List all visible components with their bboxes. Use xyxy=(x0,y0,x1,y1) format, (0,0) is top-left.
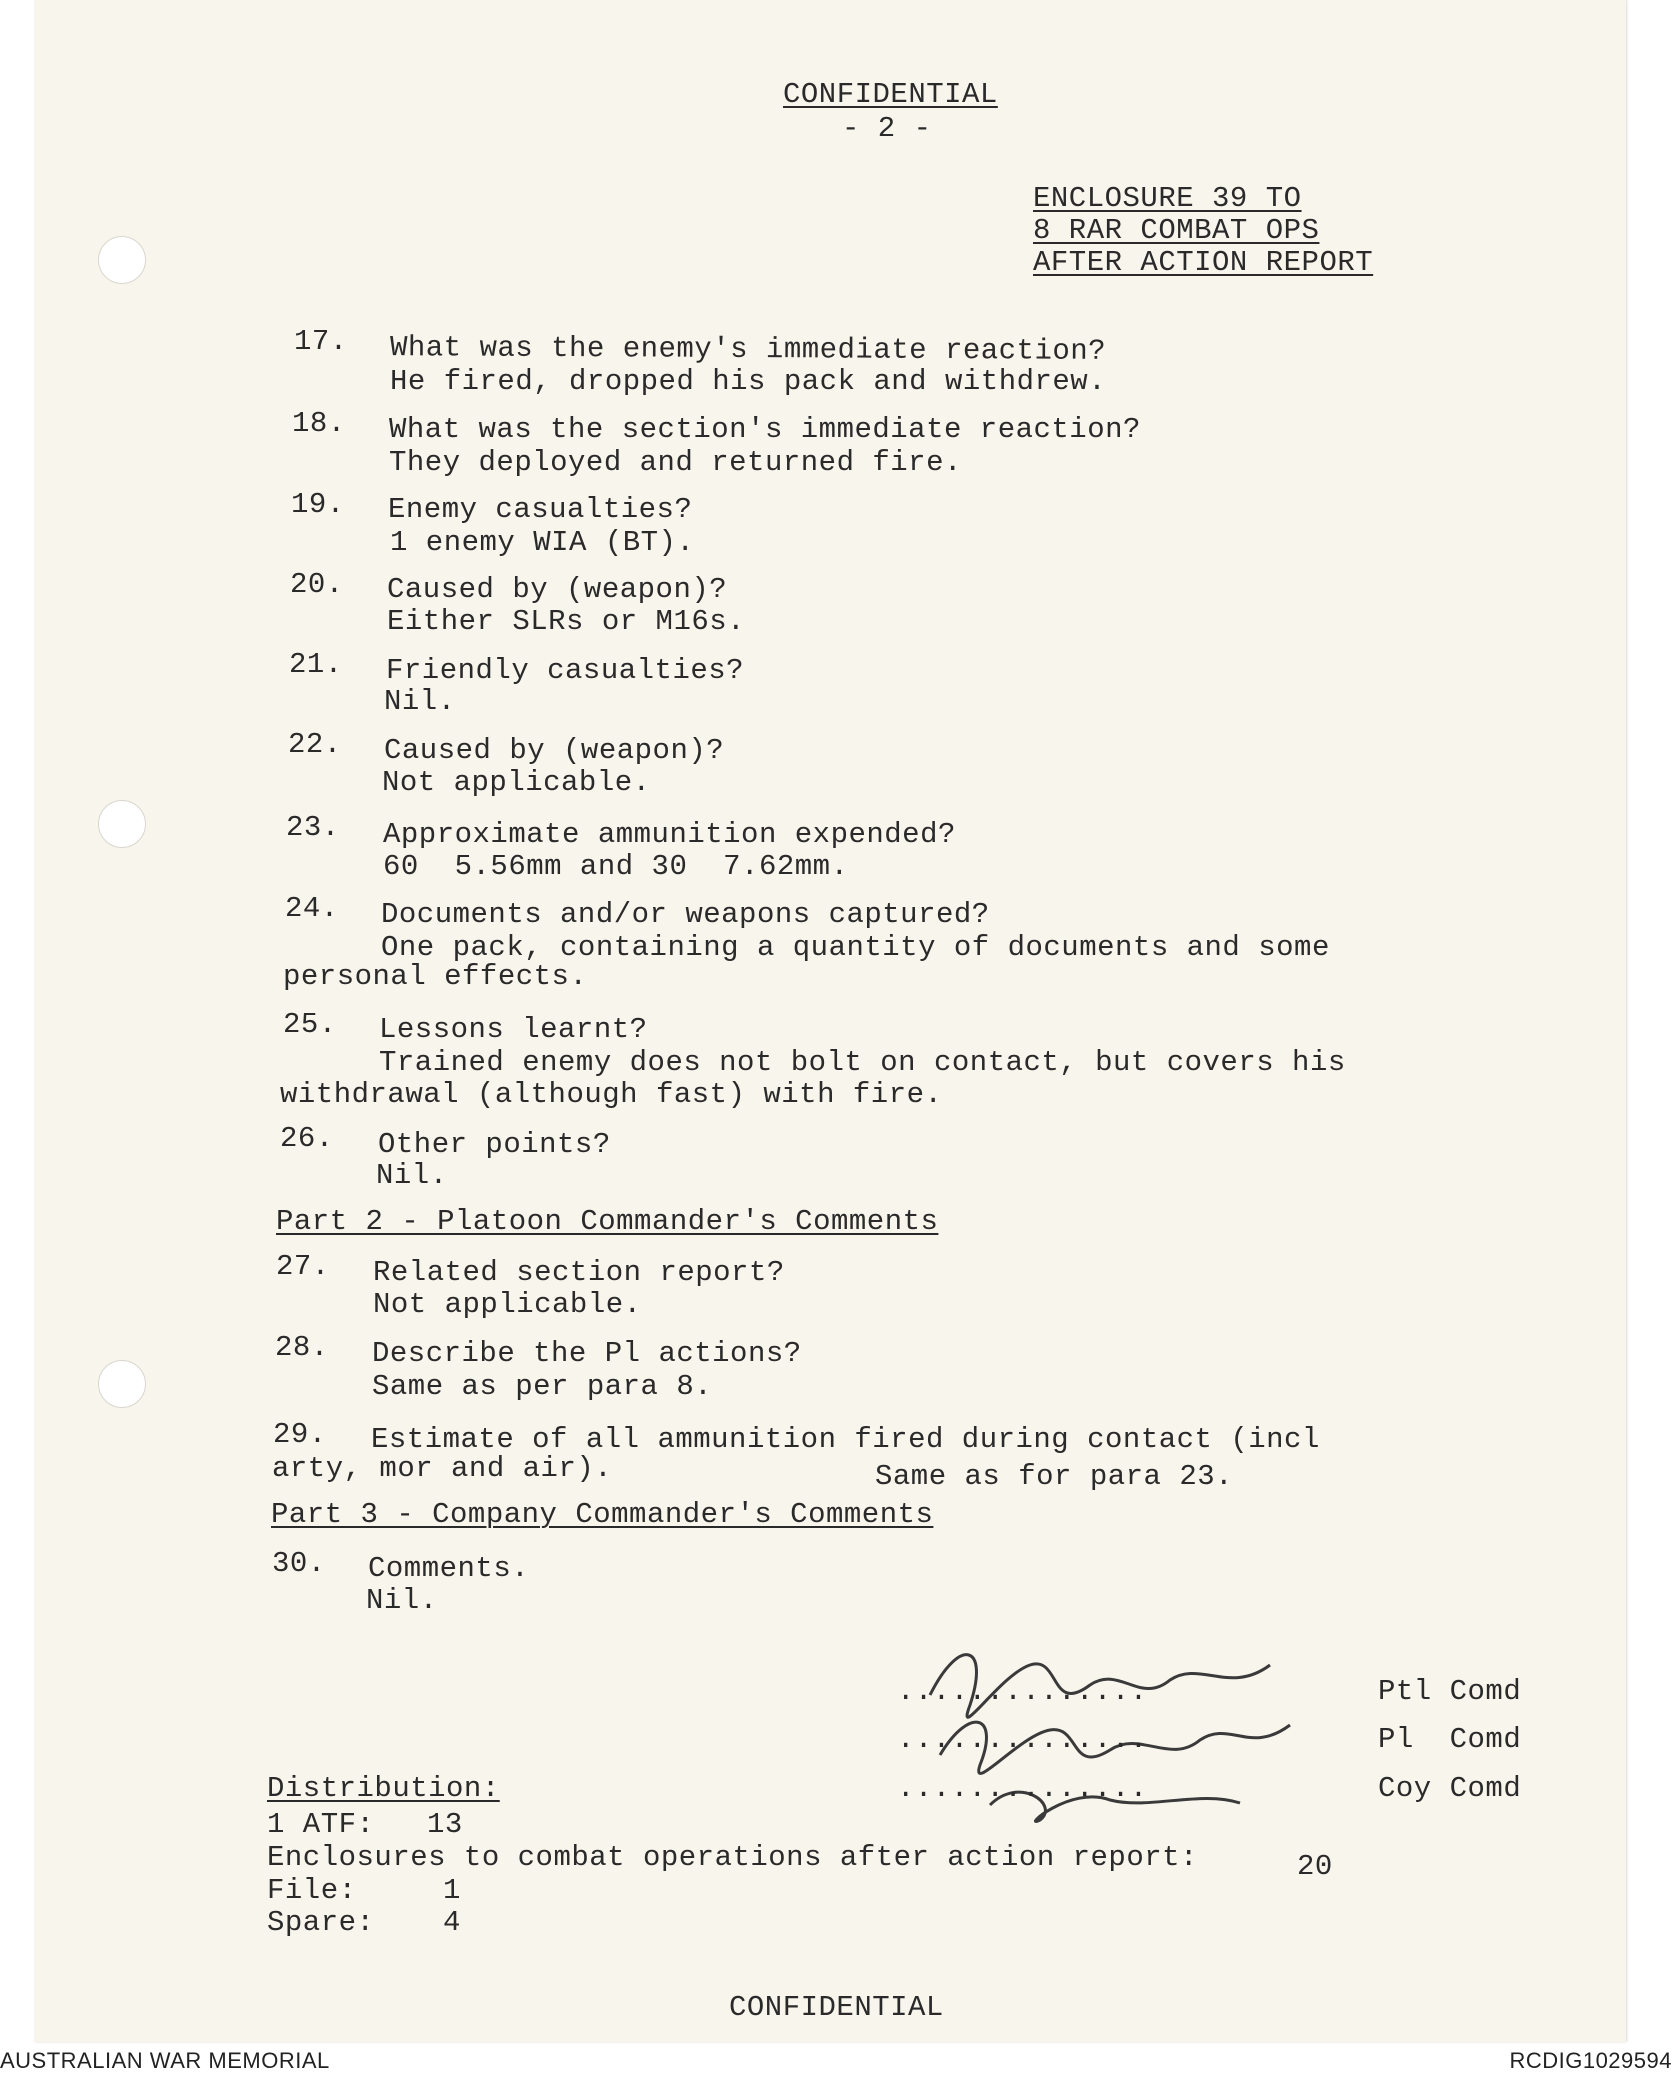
signature-role: Pl Comd xyxy=(1378,1723,1522,1756)
item-number: 19. xyxy=(291,488,345,521)
distribution-heading: Distribution: xyxy=(267,1772,500,1805)
archive-id: RCDIG1029594 xyxy=(1509,2048,1672,2073)
signature-dots: .............. xyxy=(897,1675,1148,1708)
item-question-continued: arty, mor and air). xyxy=(272,1452,613,1485)
punch-hole xyxy=(98,1360,146,1408)
item-question: Estimate of all ammunition fired during contact (incl xyxy=(371,1423,1320,1456)
signature-role: Ptl Comd xyxy=(1378,1675,1522,1708)
item-question: What was the enemy's immediate reaction? xyxy=(389,331,1107,368)
item-question: Describe the Pl actions? xyxy=(372,1337,802,1370)
item-number: 24. xyxy=(285,892,339,925)
item-question: What was the section's immediate reaction? xyxy=(389,413,1141,446)
enclosure-line: 8 RAR COMBAT OPS xyxy=(1033,214,1320,247)
item-question: Lessons learnt? xyxy=(379,1013,648,1046)
item-answer: Trained enemy does not bolt on contact, but covers his xyxy=(379,1046,1346,1079)
item-answer: He fired, dropped his pack and withdrew. xyxy=(390,365,1107,398)
enclosure-line: ENCLOSURE 39 TO xyxy=(1033,182,1302,215)
item-number: 25. xyxy=(283,1008,337,1041)
item-answer: Nil. xyxy=(384,685,456,718)
item-question: Enemy casualties? xyxy=(388,493,693,526)
item-number: 20. xyxy=(290,568,344,601)
distribution-value: 20 xyxy=(1297,1850,1333,1883)
item-answer: personal effects. xyxy=(283,960,588,993)
item-question: Approximate ammunition expended? xyxy=(383,818,956,851)
distribution-value: 13 xyxy=(427,1808,463,1841)
punch-hole xyxy=(98,800,146,848)
item-answer: They deployed and returned fire. xyxy=(389,446,962,479)
distribution-value: 4 xyxy=(443,1906,461,1939)
item-question: Comments. xyxy=(368,1552,530,1585)
distribution-label: 1 ATF: xyxy=(267,1808,375,1841)
item-number: 30. xyxy=(272,1547,326,1580)
item-number: 18. xyxy=(292,407,346,440)
item-answer: Nil. xyxy=(376,1159,448,1192)
item-answer: Not applicable. xyxy=(373,1288,642,1321)
signature-role: Coy Comd xyxy=(1378,1772,1522,1805)
part-2-heading: Part 2 - Platoon Commander's Comments xyxy=(276,1205,939,1238)
item-number: 29. xyxy=(273,1418,327,1451)
item-number: 23. xyxy=(286,811,340,844)
item-answer: Either SLRs or M16s. xyxy=(387,605,746,638)
classification-footer: CONFIDENTIAL xyxy=(729,1991,944,2024)
distribution-label: Enclosures to combat operations after action report: xyxy=(267,1841,1198,1874)
item-answer: Not applicable. xyxy=(382,766,651,799)
item-answer: 1 enemy WIA (BT). xyxy=(390,526,695,559)
item-question: Caused by (weapon)? xyxy=(384,734,725,767)
item-question: Documents and/or weapons captured? xyxy=(381,898,990,931)
archive-source: AUSTRALIAN WAR MEMORIAL xyxy=(0,2048,330,2073)
part-3-heading: Part 3 - Company Commander's Comments xyxy=(271,1498,934,1531)
item-question: Caused by (weapon)? xyxy=(387,573,728,606)
distribution-label: Spare: xyxy=(267,1906,375,1939)
item-number: 17. xyxy=(294,325,348,358)
item-answer: Same as for para 23. xyxy=(875,1460,1234,1493)
item-question: Related section report? xyxy=(373,1256,785,1289)
item-answer: 60 5.56mm and 30 7.62mm. xyxy=(383,850,849,883)
item-answer: Same as per para 8. xyxy=(372,1370,713,1403)
item-answer: One pack, containing a quantity of documents and some xyxy=(381,931,1330,964)
enclosure-line: AFTER ACTION REPORT xyxy=(1033,246,1374,279)
item-question: Friendly casualties? xyxy=(386,654,745,687)
punch-hole xyxy=(98,236,146,284)
signature-dots: .............. xyxy=(897,1772,1148,1805)
item-number: 26. xyxy=(280,1122,334,1155)
item-answer: Nil. xyxy=(366,1584,438,1617)
classification-header: CONFIDENTIAL xyxy=(783,78,998,111)
signature-dots: .............. xyxy=(897,1723,1148,1756)
distribution-label: File: xyxy=(267,1874,357,1907)
item-number: 27. xyxy=(276,1250,330,1283)
item-number: 28. xyxy=(275,1331,329,1364)
page-number: - 2 - xyxy=(842,112,932,145)
distribution-value: 1 xyxy=(443,1874,461,1907)
item-number: 21. xyxy=(289,648,343,681)
item-number: 22. xyxy=(288,728,342,761)
item-answer: withdrawal (although fast) with fire. xyxy=(280,1078,943,1111)
item-question: Other points? xyxy=(378,1128,611,1161)
